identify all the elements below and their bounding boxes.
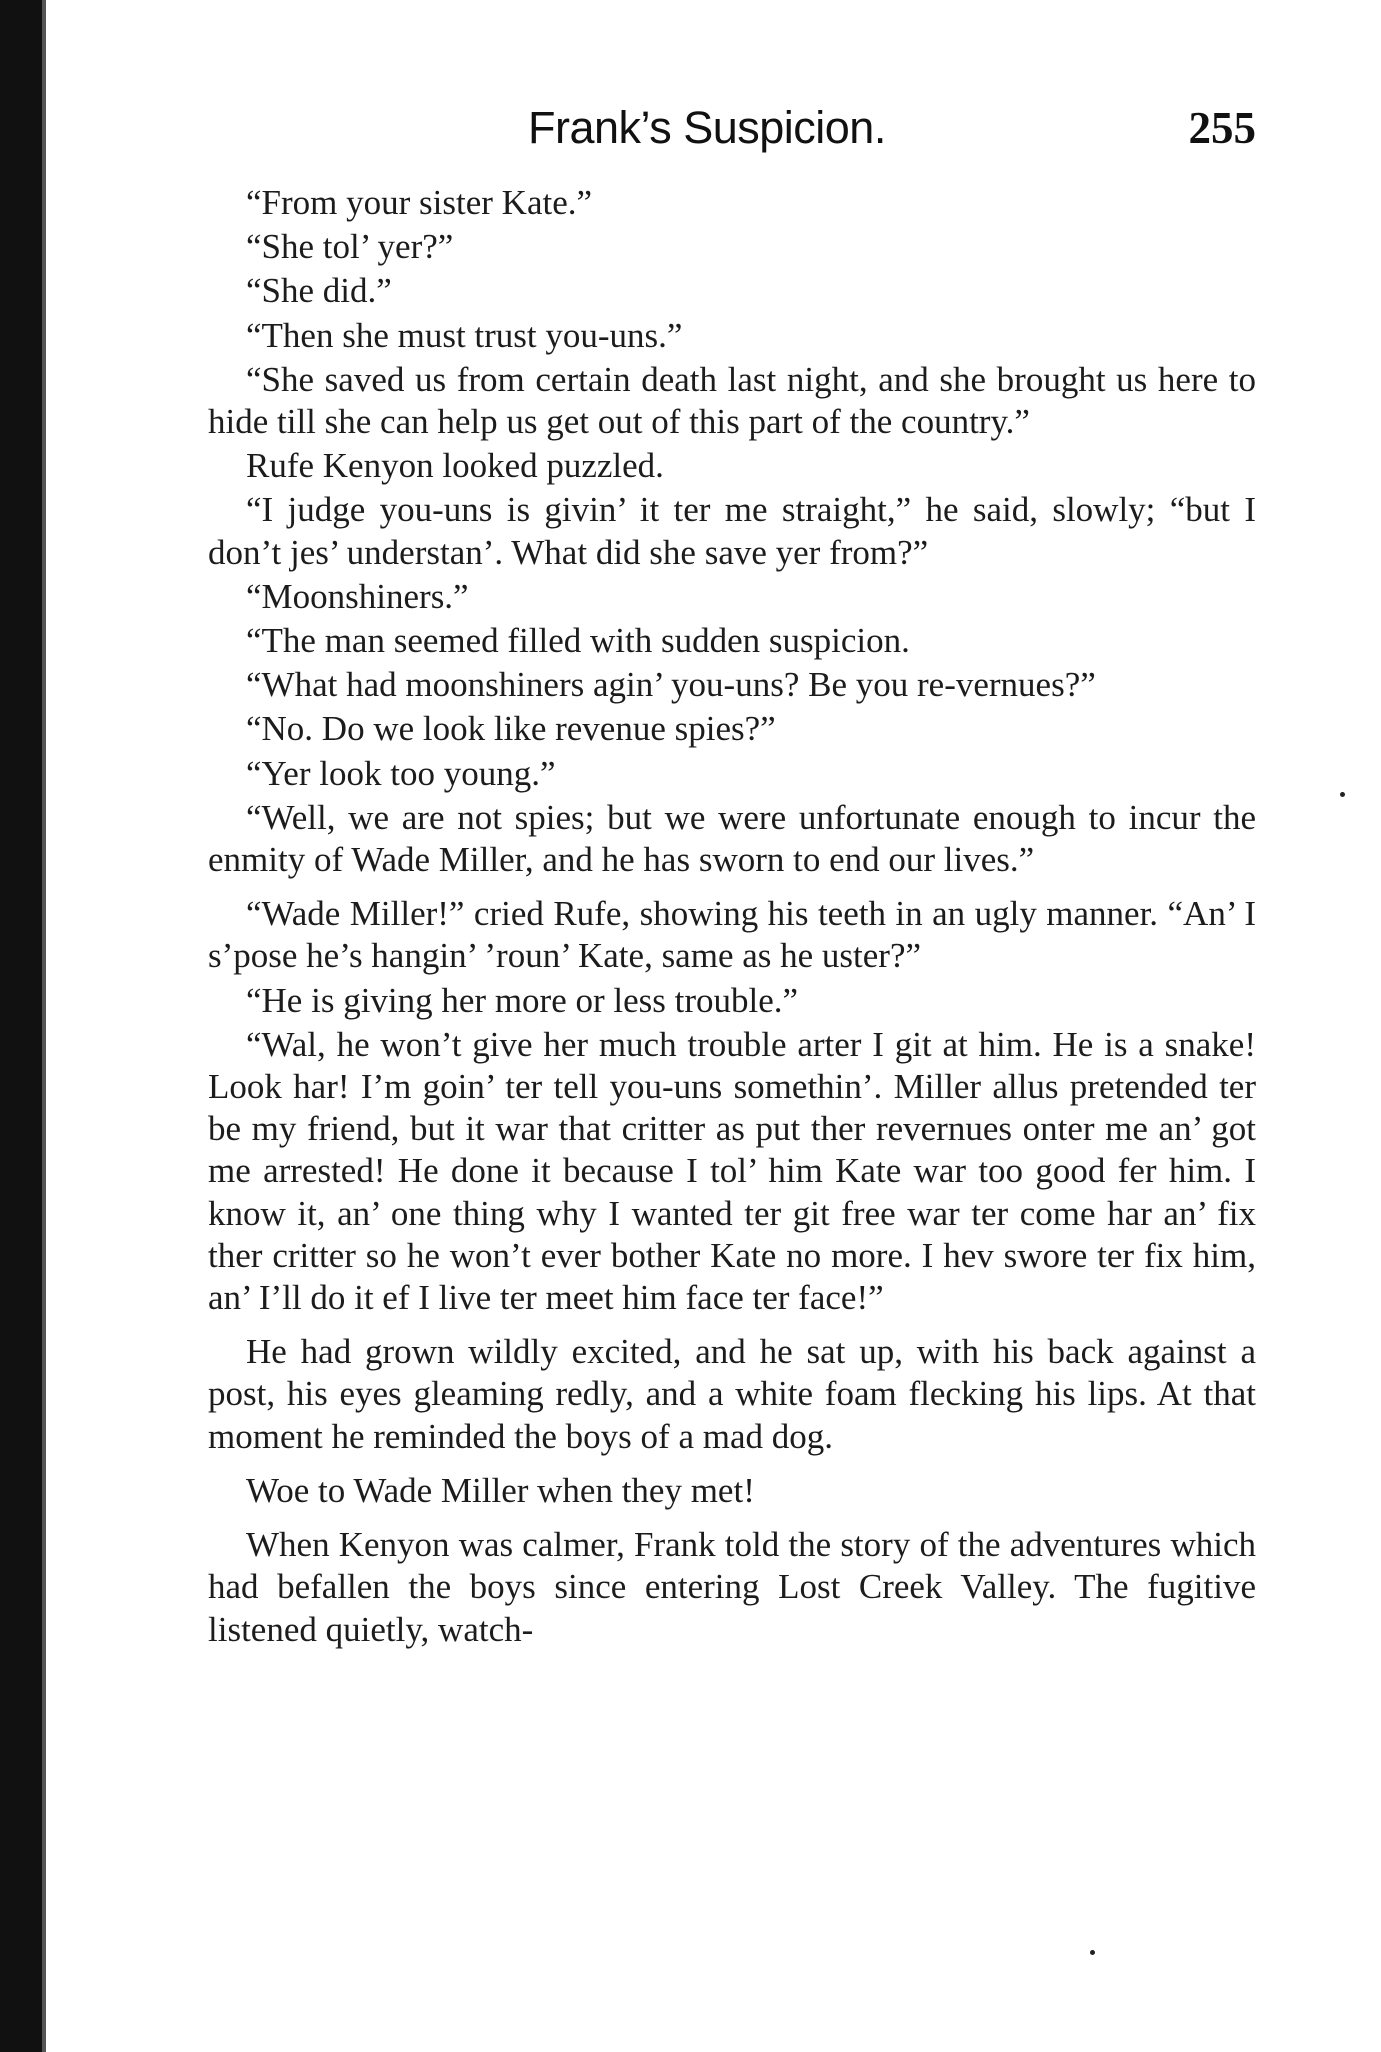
- paragraph: “She saved us from certain death last night, and she brought us here to hide till she can help us get out of this part of the country.”: [208, 359, 1256, 442]
- running-title: Frank’s Suspicion.: [528, 102, 886, 153]
- paragraph: Rufe Kenyon looked puzzled.: [246, 446, 664, 486]
- paragraph: “Wal, he won’t give her much trouble arter I git at him. He is a snake! Look har! I’m goin’ ter tell you-uns somethin’. Miller allus pretended ter be my friend, but it war that critter as put ther revernues onter me an’ got me arrested! He done it because I tol’ him Kate war too good fer him. I know it, an’ one thing why I wanted ter git free war ter come har an’ fix ther critter so he won’t ever bother Kate no more. I hev swore ter fix him, an’ I’ll do it ef I live ter meet him face ter face!”: [208, 1024, 1256, 1318]
- paragraph: When Kenyon was calmer, Frank told the story of the adventures which had befallen the boys since entering Lost Creek Valley. The fugitive listened quietly, watch-: [208, 1525, 1256, 1649]
- page-header: [208, 96, 1256, 160]
- page-number: 255: [1188, 103, 1256, 153]
- ink-speck: [1090, 1950, 1095, 1955]
- paragraph: “She did.”: [246, 271, 392, 311]
- paragraph: “The man seemed filled with sudden suspicion.: [246, 621, 910, 661]
- paragraph: “What had moonshiners agin’ you-uns? Be you re-vernues?”: [246, 665, 1096, 705]
- paragraph: “No. Do we look like revenue spies?”: [246, 709, 776, 749]
- paragraph: “Wade Miller!” cried Rufe, showing his teeth in an ugly manner. “An’ I s’pose he’s hangin’ ’roun’ Kate, same as he uster?”: [208, 894, 1256, 976]
- page-binding-edge: [0, 0, 42, 2052]
- paragraph: “Then she must trust you-uns.”: [246, 315, 683, 355]
- body-text: [208, 182, 1256, 1653]
- page-binding-shadow: [42, 0, 46, 2052]
- ink-speck: [1340, 792, 1345, 797]
- paragraph: “Yer look too young.”: [246, 753, 556, 793]
- paragraph: “From your sister Kate.”: [246, 183, 593, 222]
- paragraph: “I judge you-uns is givin’ it ter me straight,” he said, slowly; “but I don’t jes’ understan’. What did she save yer from?”: [208, 490, 1256, 572]
- paragraph: Woe to Wade Miller when they met!: [246, 1470, 755, 1510]
- paragraph: “He is giving her more or less trouble.”: [246, 980, 799, 1020]
- paragraph: “She tol’ yer?”: [246, 227, 454, 267]
- paragraph: He had grown wildly excited, and he sat up, with his back against a post, his eyes gleaming redly, and a white foam flecking his lips. At that moment he reminded the boys of a mad dog.: [208, 1332, 1256, 1456]
- paragraph: “Well, we are not spies; but we were unfortunate enough to incur the enmity of Wade Miller, and he has sworn to end our lives.”: [208, 797, 1256, 880]
- paragraph: “Moonshiners.”: [246, 576, 469, 616]
